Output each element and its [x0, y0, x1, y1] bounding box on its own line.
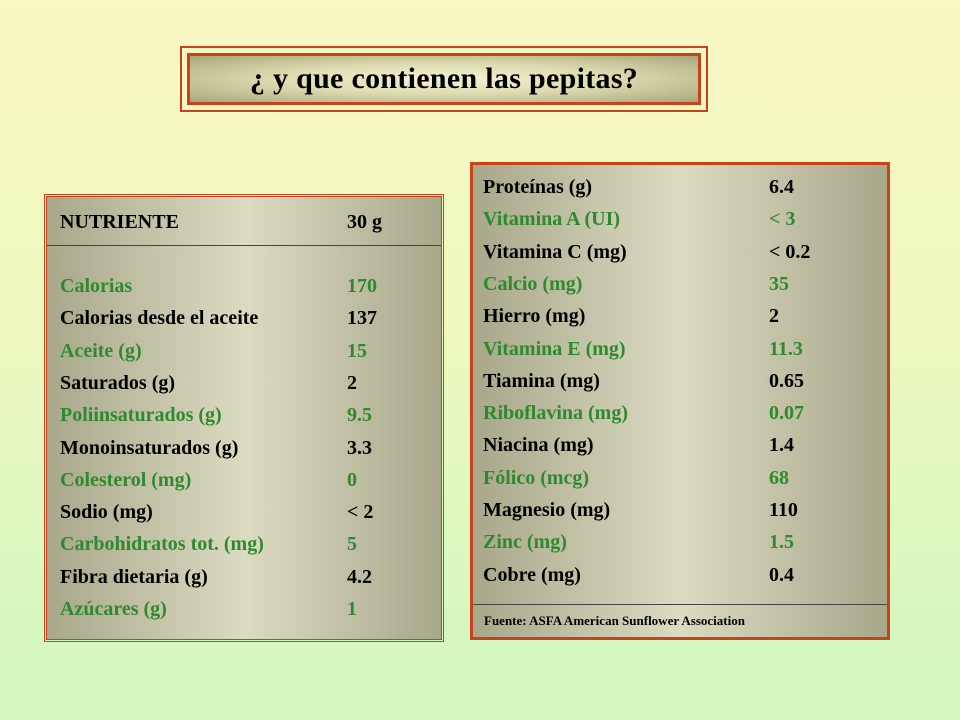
nutrient-value: 0.07	[769, 402, 804, 425]
table-row	[473, 273, 887, 305]
title-frame	[180, 46, 708, 112]
nutrient-name: Azúcares (g)	[60, 598, 167, 620]
nutrient-name: Monoinsaturados (g)	[60, 436, 239, 459]
table-row	[47, 340, 441, 372]
nutrient-name: Vitamina A (UI)	[483, 208, 621, 231]
nutrient-name: Calcio (mg)	[483, 272, 583, 295]
nutrient-name: Poliinsaturados (g)	[60, 404, 222, 427]
header-portion-label: 30 g	[347, 211, 382, 233]
nutrient-value: 4.2	[347, 565, 372, 588]
nutrient-name: Saturados (g)	[60, 371, 176, 394]
nutrient-name: Hierro (mg)	[483, 305, 586, 328]
table-row	[47, 275, 441, 307]
nutrient-value: 15	[347, 339, 367, 362]
table-row	[47, 372, 441, 404]
nutrient-value: 68	[769, 466, 789, 489]
nutrient-name: Fibra dietaria (g)	[60, 565, 208, 588]
nutrient-name: Aceite (g)	[60, 339, 142, 362]
nutrient-value: 0.65	[769, 369, 804, 392]
table-row	[473, 564, 887, 596]
table-row	[473, 338, 887, 370]
table-row	[47, 501, 441, 533]
table-row	[47, 533, 441, 565]
nutrient-name: Proteínas (g)	[483, 176, 593, 198]
page-title: ¿ y que contienen las pepitas?	[187, 53, 701, 105]
nutrient-name: Niacina (mg)	[483, 434, 594, 457]
nutrient-name: Colesterol (mg)	[60, 468, 192, 491]
table-row	[47, 598, 441, 630]
nutrient-value: 170	[347, 275, 377, 297]
nutrient-value: 0.4	[769, 563, 794, 586]
nutrient-value: < 3	[769, 208, 796, 231]
nutrient-name: Fólico (mcg)	[483, 466, 590, 489]
table-row	[47, 307, 441, 339]
table-row	[473, 370, 887, 402]
nutrient-name: Vitamina E (mg)	[483, 337, 626, 360]
nutrient-name: Zinc (mg)	[483, 531, 567, 554]
nutrient-name: Magnesio (mg)	[483, 499, 611, 521]
nutrient-name: Riboflavina (mg)	[483, 402, 628, 425]
nutrient-value: 9.5	[347, 404, 372, 427]
nutrient-value: 0	[347, 468, 357, 491]
table-row	[473, 176, 887, 208]
nutrient-table-right	[470, 162, 890, 640]
nutrient-value: < 0.2	[769, 240, 811, 263]
table-row	[473, 402, 887, 434]
nutrient-value: 5	[347, 533, 357, 556]
nutrient-value: 3.3	[347, 436, 372, 459]
nutrient-value: 137	[347, 307, 377, 330]
table-row	[47, 437, 441, 469]
header-nutrient-label: NUTRIENTE	[60, 211, 179, 233]
nutrient-name: Calorias	[60, 275, 133, 297]
table-header	[47, 211, 441, 243]
nutrient-value: 110	[769, 499, 798, 521]
header-divider	[47, 245, 441, 246]
table-row	[473, 241, 887, 273]
source-divider	[473, 604, 887, 605]
nutrient-value: 1	[347, 598, 357, 620]
table-row	[473, 499, 887, 531]
nutrient-value: 11.3	[769, 337, 803, 360]
table-row	[47, 404, 441, 436]
nutrient-value: 35	[769, 272, 789, 295]
nutrient-name: Calorias desde el aceite	[60, 307, 259, 330]
table-row	[473, 467, 887, 499]
table-row	[473, 434, 887, 466]
nutrient-table-left	[46, 196, 442, 640]
table-row	[473, 305, 887, 337]
table-row	[47, 469, 441, 501]
nutrient-name: Vitamina C (mg)	[483, 240, 627, 263]
nutrient-value: < 2	[347, 501, 374, 524]
nutrient-value: 2	[347, 371, 357, 394]
nutrient-value: 1.5	[769, 531, 794, 554]
nutrient-value: 6.4	[769, 176, 794, 198]
nutrient-name: Cobre (mg)	[483, 563, 581, 586]
nutrient-value: 2	[769, 305, 779, 328]
table-row	[473, 208, 887, 240]
nutrient-value: 1.4	[769, 434, 794, 457]
nutrient-name: Carbohidratos tot. (mg)	[60, 533, 264, 556]
nutrient-name: Tiamina (mg)	[483, 369, 600, 392]
nutrient-name: Sodio (mg)	[60, 501, 153, 524]
table-row	[473, 531, 887, 563]
table-row	[47, 566, 441, 598]
source-note: Fuente: ASFA American Sunflower Association	[484, 613, 745, 628]
